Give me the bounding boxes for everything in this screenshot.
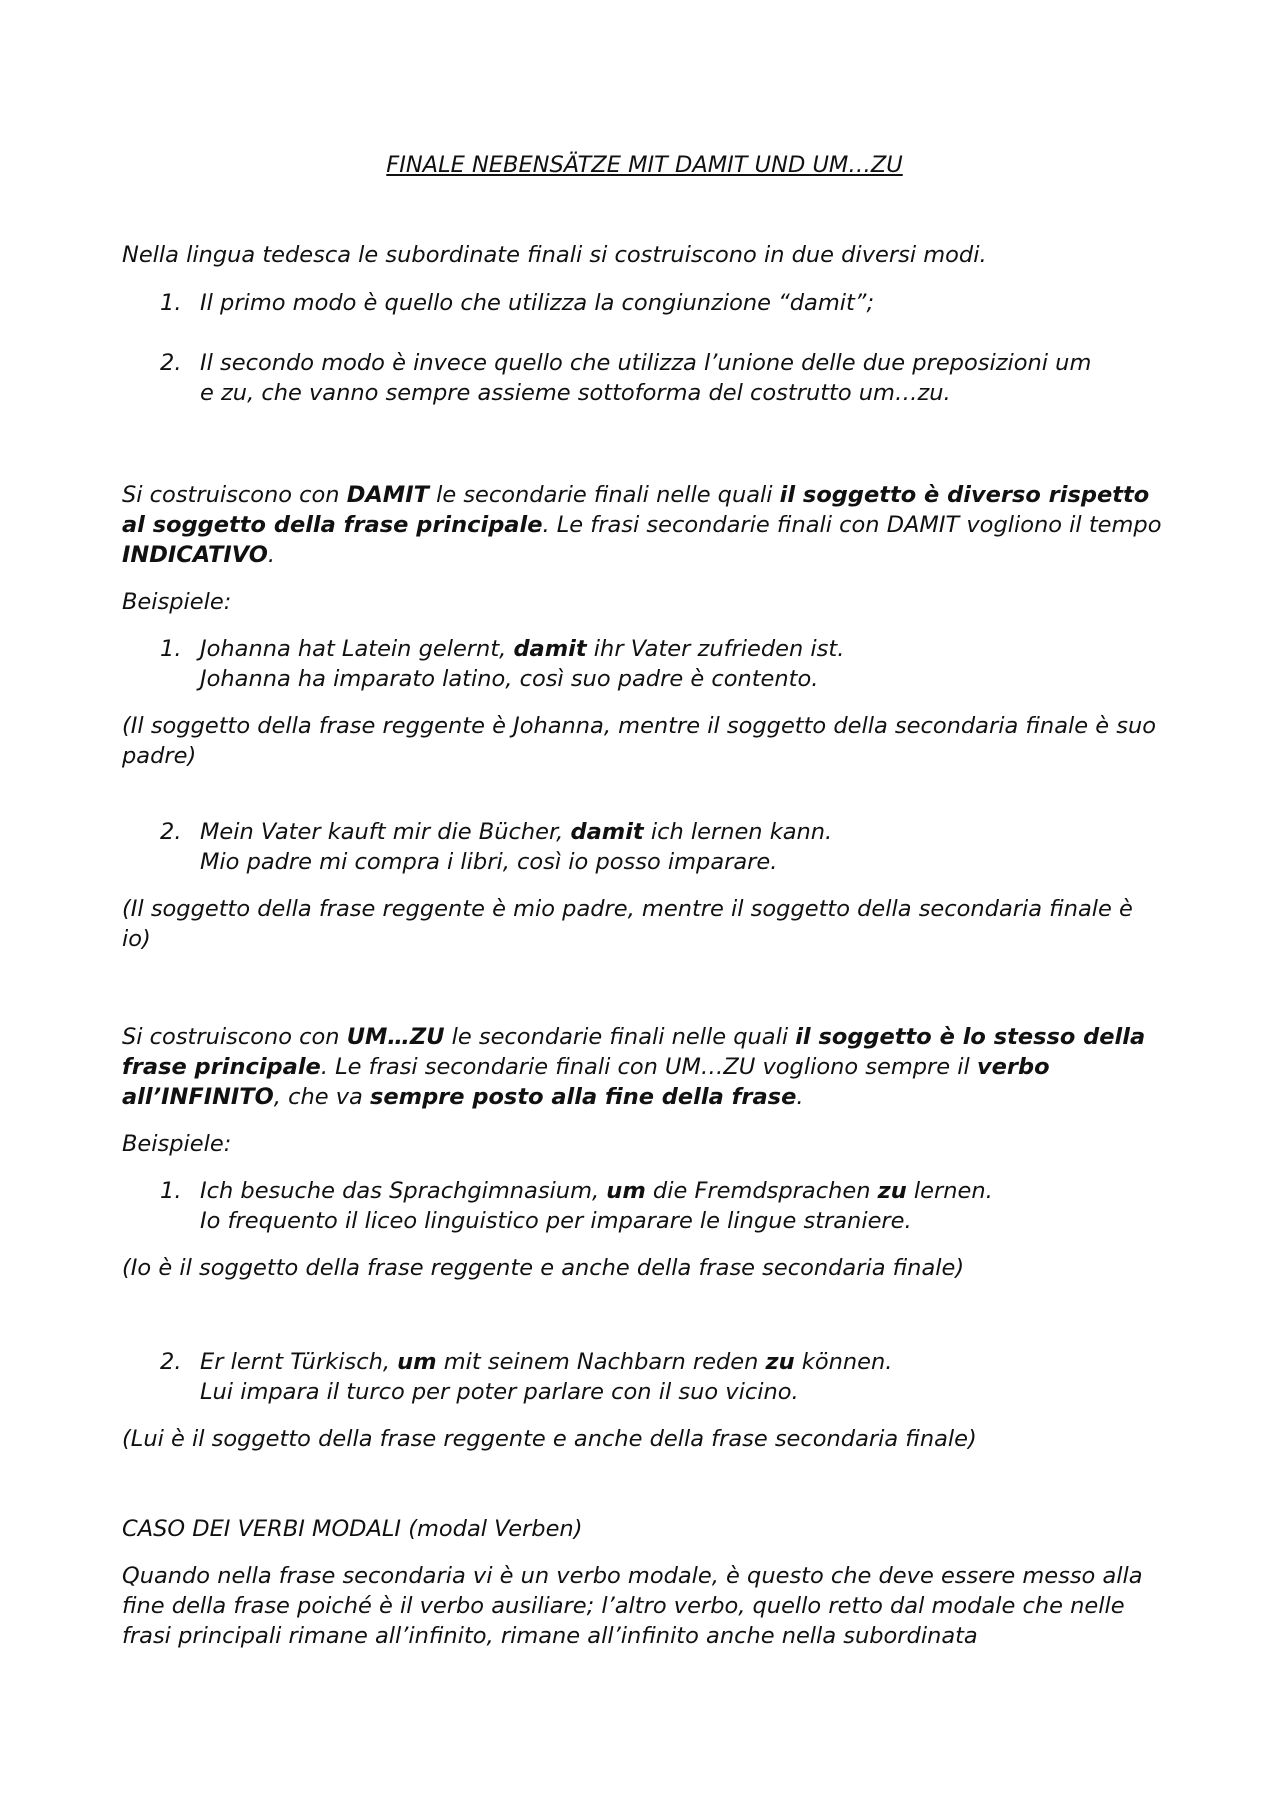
example-translation: Io frequento il liceo linguistico per imparare le lingue straniere. xyxy=(200,1208,912,1234)
list-number: 2. xyxy=(160,350,182,376)
example-item: 2. Mein Vater kauft mir die Bücher, damit ich lernen kann. Mio padre mi compra i libri, così io posso imparare. xyxy=(122,817,1167,877)
example-translation: Johanna ha imparato latino, così suo padre è contento. xyxy=(200,666,819,692)
intro-paragraph: Nella lingua tedesca le subordinate finali si costruiscono in due diversi modi. xyxy=(122,242,987,268)
beispiele-label: Beispiele: xyxy=(122,589,232,615)
damit-rule-paragraph: Si costruiscono con DAMIT le secondarie finali nelle quali il soggetto è diverso rispetto al soggetto della frase principale. Le frasi secondarie finali con DAMIT vogliono il tempo INDICATIVO. xyxy=(122,482,1162,568)
example-item: 2. Er lernt Türkisch, um mit seinem Nachbarn reden zu können. Lui impara il turco per poter parlare con il suo vicino. xyxy=(122,1347,1167,1407)
list-item: 1. Il primo modo è quello che utilizza la congiunzione “damit”; xyxy=(160,290,875,316)
example-note: (Il soggetto della frase reggente è mio padre, mentre il soggetto della secondaria finale è io) xyxy=(122,896,1133,952)
example-item: 1. Johanna hat Latein gelernt, damit ihr Vater zufrieden ist. Johanna ha imparato latino, così suo padre è contento. xyxy=(122,634,1167,694)
modal-paragraph: Quando nella frase secondaria vi è un verbo modale, è questo che deve essere messo alla fine della frase poiché è il verbo ausiliare; l’altro verbo, quello retto dal modale che nelle frasi principali rimane all’infinito, rimane all’infinito anche nella subordinata xyxy=(122,1563,1143,1649)
list-number: 1. xyxy=(160,1178,182,1204)
document-body xyxy=(122,150,1167,1651)
example-item: 1. Ich besuche das Sprachgimnasium, um die Fremdsprachen zu lernen. Io frequento il liceo linguistico per imparare le lingue straniere. xyxy=(122,1176,1167,1236)
example-translation: Lui impara il turco per poter parlare con il suo vicino. xyxy=(200,1379,799,1405)
modal-heading: CASO DEI VERBI MODALI (modal Verben) xyxy=(122,1516,583,1542)
list-number: 1. xyxy=(160,290,182,316)
example-note: (Lui è il soggetto della frase reggente e anche della frase secondaria finale) xyxy=(122,1426,977,1452)
example-translation: Mio padre mi compra i libri, così io posso imparare. xyxy=(200,849,778,875)
example-note: (Io è il soggetto della frase reggente e anche della frase secondaria finale) xyxy=(122,1255,965,1281)
list-number: 2. xyxy=(160,1349,182,1375)
example-note: (Il soggetto della frase reggente è Johanna, mentre il soggetto della secondaria finale è suo padre) xyxy=(122,713,1156,769)
list-number: 2. xyxy=(160,819,182,845)
beispiele-label: Beispiele: xyxy=(122,1131,232,1157)
umzu-rule-paragraph: Si costruiscono con UM…ZU le secondarie finali nelle quali il soggetto è lo stesso della frase principale. Le frasi secondarie finali con UM…ZU vogliono sempre il verbo all’INFINITO, che va sempre posto alla fine della frase. xyxy=(122,1024,1146,1110)
list-item: 2. Il secondo modo è invece quello che utilizza l’unione delle due preposizioni um e zu, che vanno sempre assieme sottoforma del costrutto um…zu. xyxy=(160,350,1092,406)
list-number: 1. xyxy=(160,636,182,662)
page-title: FINALE NEBENSÄTZE MIT DAMIT UND UM…ZU xyxy=(386,152,903,178)
